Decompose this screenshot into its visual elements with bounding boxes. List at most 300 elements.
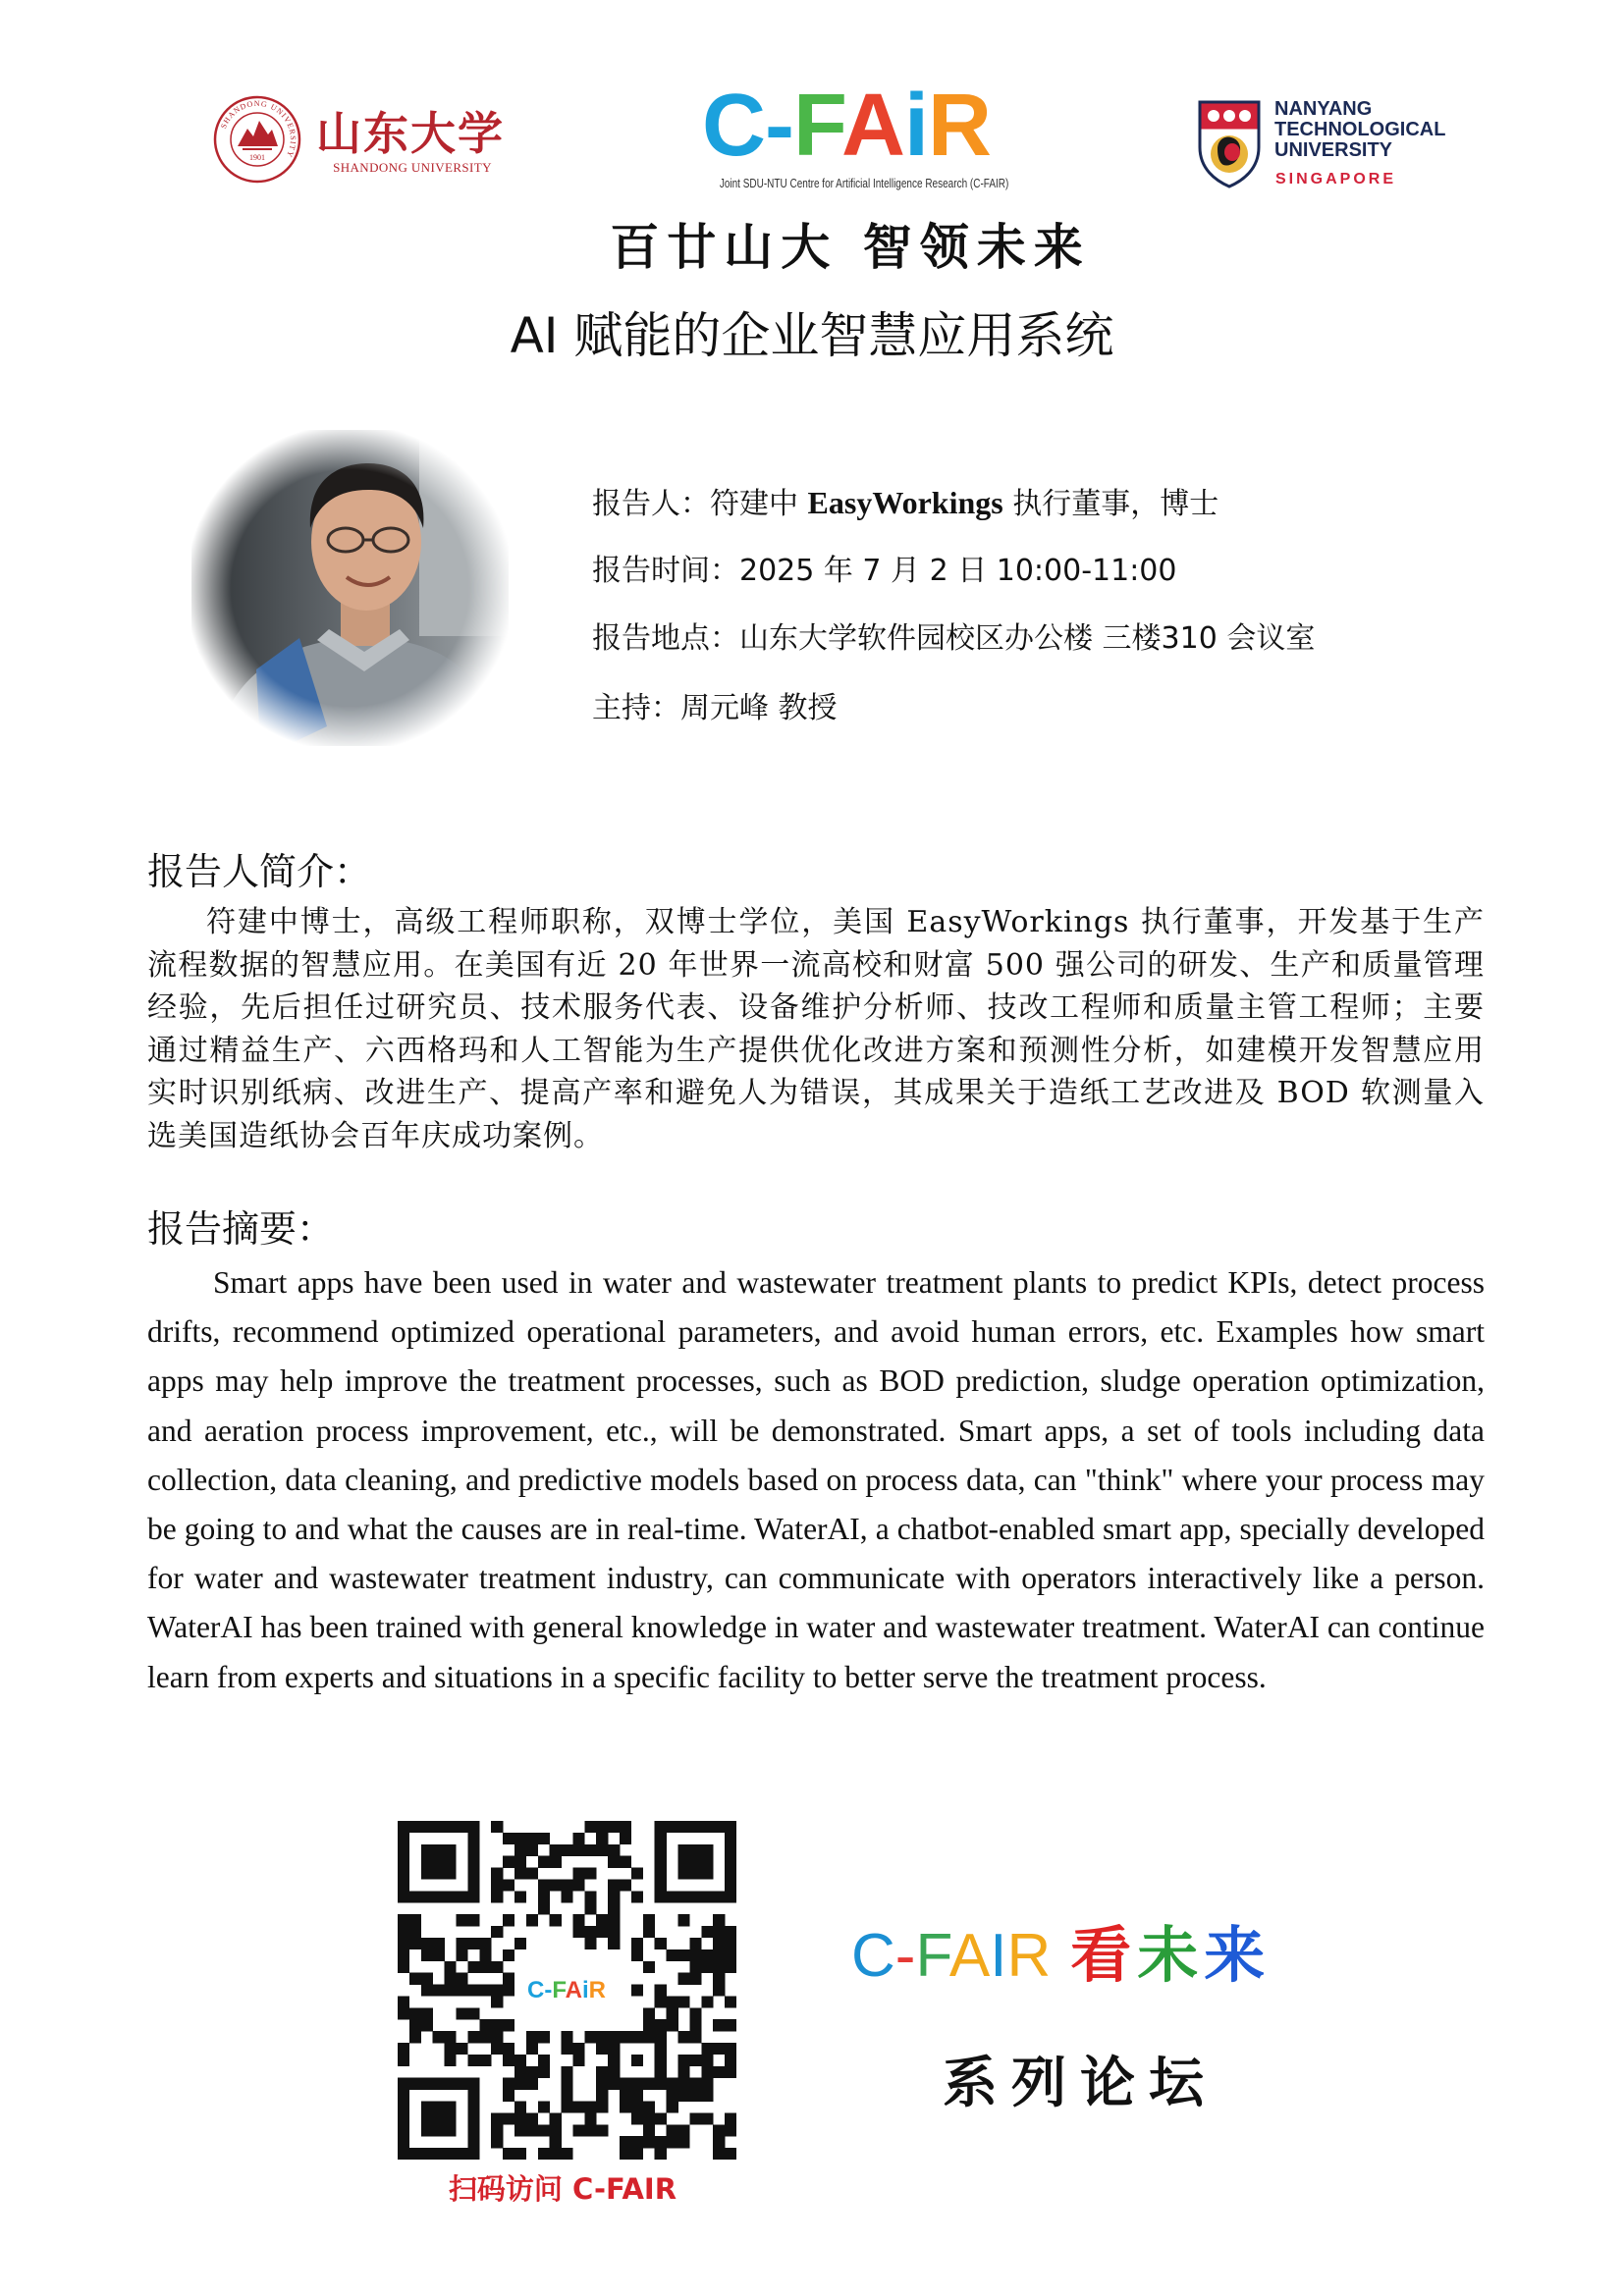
shield-star-center-icon <box>1223 110 1235 122</box>
qr-module <box>409 2019 421 2031</box>
qr-module <box>667 1821 678 1833</box>
qr-module <box>572 2124 584 2136</box>
qr-module <box>503 2112 514 2124</box>
qr-logo-letter: F <box>552 1977 566 2003</box>
qr-module <box>526 2043 538 2055</box>
qr-module <box>701 1926 713 1938</box>
abstract-paragraph: Smart apps have been used in water and wastewater treatment plants to predict KPIs, detect process drifts, recommend optimized operational parameters, and avoid human errors, etc. Examples how smart apps may help improve the treatment processes, such as BOD prediction, sludge operation optimization, and aeration process improvement, etc., will be demonstrated. Smart apps, a set of tools including data collection, data cleaning, and predictive models based on process data, can "think" where your process may be going to and what the causes are in real-time. WaterAI, a chatbot-enabled smart app, specially developed for water and wastewater treatment industry, can communicate with operators interactively like a person. WaterAI has been trained with general knowledge in water and wastewater treatment. WaterAI can continue learn from experts and situations in a specific facility to better serve the treatment process. <box>147 1265 1485 1694</box>
sdu-seal-graphic <box>213 95 301 184</box>
qr-module <box>596 1821 608 1833</box>
qr-module <box>678 2136 690 2148</box>
qr-module <box>631 2148 643 2160</box>
qr-logo-letter: R <box>588 1977 607 2003</box>
qr-module <box>409 1891 421 1902</box>
qr-module <box>514 1868 526 1880</box>
qr-module <box>433 1949 445 1961</box>
qr-module <box>643 2078 655 2090</box>
qr-module <box>421 1844 433 1856</box>
qr-module <box>398 2007 409 2019</box>
qr-module <box>584 2112 596 2124</box>
qr-module <box>701 2078 713 2090</box>
qr-module <box>562 2031 573 2043</box>
qr-module <box>421 2124 433 2136</box>
speaker-label: 报告人： <box>592 487 710 521</box>
qr-module <box>467 1856 479 1868</box>
qr-module <box>550 2112 562 2124</box>
qr-module <box>467 2055 479 2066</box>
qr-module <box>526 2066 538 2078</box>
sdu-name-english: SHANDONG UNIVERSITY <box>333 160 492 175</box>
qr-module <box>667 2078 678 2090</box>
qr-module <box>631 1891 643 1902</box>
qr-module <box>584 1821 596 1833</box>
qr-logo-letter: - <box>544 1977 553 2003</box>
qr-module <box>514 2124 526 2136</box>
qr-module <box>456 2043 467 2055</box>
qr-module <box>701 1996 713 2007</box>
qr-module <box>398 1821 409 1833</box>
qr-module <box>514 2078 526 2090</box>
qr-module <box>398 2078 409 2090</box>
qr-module <box>503 1985 514 1997</box>
qr-module <box>689 1891 701 1902</box>
qr-module <box>655 2078 667 2090</box>
qr-module <box>538 1902 550 1914</box>
qr-module <box>562 2090 573 2102</box>
qr-module <box>608 1821 620 1833</box>
ntu-name-line3: UNIVERSITY <box>1274 139 1393 161</box>
cfair-logo-letter: F <box>792 77 841 175</box>
host-value: 周元峰 教授 <box>680 691 838 725</box>
qr-module <box>398 2124 409 2136</box>
forum-brand-letter: C <box>851 1922 895 1990</box>
qr-module <box>596 2066 608 2078</box>
speaker-photo <box>191 430 509 746</box>
qr-module <box>725 1938 736 1949</box>
qr-module <box>678 1821 690 1833</box>
qr-module <box>620 2078 631 2090</box>
qr-module <box>526 2031 538 2043</box>
cfair-logo-letter: - <box>764 77 793 175</box>
qr-module <box>655 2019 667 2031</box>
qr-module <box>725 2124 736 2136</box>
ntu-singapore: SINGAPORE <box>1275 171 1397 187</box>
qr-module <box>608 2031 620 2043</box>
time-value: 2025 年 7 月 2 日 10:00-11:00 <box>739 554 1177 588</box>
forum-brand-letter: - <box>894 1922 916 1990</box>
qr-module <box>433 1938 445 1949</box>
qr-module <box>643 1961 655 1973</box>
qr-module <box>620 1879 631 1891</box>
qr-module <box>562 1844 573 1856</box>
qr-module <box>631 2055 643 2066</box>
qr-module <box>584 1868 596 1880</box>
qr-logo-letter: i <box>582 1977 589 2003</box>
qr-module <box>678 1996 690 2007</box>
qr-module <box>538 2055 550 2066</box>
qr-module <box>503 1879 514 1891</box>
qr-module <box>689 2090 701 2102</box>
qr-module <box>631 2136 643 2148</box>
qr-module <box>550 1914 562 1926</box>
forum-brand-letter: F <box>915 1922 949 1990</box>
cfair-logo-letter: A <box>840 77 904 175</box>
qr-module <box>456 1938 467 1949</box>
qr-module <box>678 1914 690 1926</box>
qr-module <box>491 1961 503 1973</box>
qr-module <box>445 1985 457 1997</box>
qr-module <box>655 1879 667 1891</box>
qr-module <box>491 1868 503 1880</box>
qr-module <box>456 2148 467 2160</box>
qr-module <box>643 2124 655 2136</box>
qr-module <box>409 2007 421 2019</box>
qr-module <box>678 1891 690 1902</box>
qr-module <box>467 1868 479 1880</box>
qr-module <box>526 2124 538 2136</box>
qr-module <box>467 1844 479 1856</box>
qr-module <box>562 2148 573 2160</box>
qr-module <box>678 1856 690 1868</box>
qr-module <box>562 2078 573 2090</box>
qr-module <box>398 1914 409 1926</box>
qr-module <box>608 1914 620 1926</box>
qr-module <box>433 1891 445 1902</box>
shield-star-left-icon <box>1208 110 1219 122</box>
qr-module <box>514 2102 526 2113</box>
qr-module <box>725 1844 736 1856</box>
location-label: 报告地点： <box>592 621 739 656</box>
forum-slogan <box>1070 1919 1271 1991</box>
seal-ring-textpath: SHANDONG UNIVERSITY <box>219 98 298 160</box>
qr-module <box>631 2090 643 2102</box>
forum-series: 系列论坛 <box>943 2051 1218 2115</box>
qr-module <box>445 1856 457 1868</box>
qr-module <box>667 2019 678 2031</box>
qr-module <box>689 2007 701 2019</box>
qr-module <box>467 2102 479 2113</box>
qr-module <box>572 2102 584 2113</box>
qr-module <box>538 2102 550 2113</box>
qr-module <box>514 2066 526 2078</box>
qr-module <box>467 1985 479 1997</box>
qr-module <box>503 2043 514 2055</box>
qr-module <box>631 2112 643 2124</box>
qr-module <box>467 1961 479 1973</box>
qr-module <box>689 1938 701 1949</box>
qr-module <box>562 1891 573 1902</box>
qr-module <box>491 1891 503 1902</box>
qr-module <box>421 1938 433 1949</box>
bio-heading: 报告人简介： <box>147 850 372 893</box>
qr-module <box>479 1938 491 1949</box>
qr-module <box>421 1973 433 1985</box>
qr-module <box>421 2019 433 2031</box>
qr-module <box>398 2102 409 2113</box>
qr-module <box>398 1879 409 1891</box>
qr-module <box>725 1949 736 1961</box>
qr-module <box>409 1926 421 1938</box>
qr-module <box>643 2019 655 2031</box>
qr-module <box>421 1868 433 1880</box>
qr-module <box>445 2102 457 2113</box>
qr-module <box>538 2031 550 2043</box>
qr-module <box>572 1833 584 1844</box>
qr-module <box>503 1973 514 1985</box>
qr-module <box>631 2078 643 2090</box>
qr-module <box>608 2055 620 2066</box>
qr-module <box>584 1891 596 1902</box>
qr-module <box>445 1868 457 1880</box>
qr-module <box>631 2102 643 2113</box>
qr-module <box>596 2031 608 2043</box>
qr-module <box>479 1961 491 1973</box>
qr-module <box>445 1961 457 1973</box>
shield-star-right-icon <box>1239 110 1251 122</box>
qr-module <box>538 2148 550 2160</box>
qr-module <box>562 2043 573 2055</box>
qr-module <box>445 2148 457 2160</box>
qr-module <box>631 2031 643 2043</box>
forum-title <box>851 1918 1440 1993</box>
qr-module <box>398 2055 409 2066</box>
qr-module <box>608 1938 620 1949</box>
qr-module <box>655 1996 667 2007</box>
qr-module <box>467 2078 479 2090</box>
qr-module <box>678 2124 690 2136</box>
qr-module <box>608 1891 620 1902</box>
cfair-subtitle <box>619 177 1110 191</box>
qr-module <box>667 2007 678 2019</box>
qr-module <box>725 1821 736 1833</box>
qr-module <box>550 2124 562 2136</box>
qr-module <box>398 1856 409 1868</box>
qr-module <box>643 2102 655 2113</box>
qr-module <box>550 2148 562 2160</box>
qr-module <box>421 2112 433 2124</box>
forum-brand-letter: R <box>1006 1922 1052 1990</box>
photo-wall <box>419 430 509 636</box>
qr-module <box>643 2007 655 2019</box>
qr-module <box>667 2090 678 2102</box>
qr-module <box>725 2043 736 2055</box>
qr-module <box>655 1856 667 1868</box>
qr-module <box>467 2148 479 2160</box>
qr-module <box>538 1833 550 1844</box>
qr-module <box>701 2090 713 2102</box>
cfair-logo-letter: i <box>903 77 928 175</box>
qr-module <box>398 2136 409 2148</box>
qr-module <box>398 1844 409 1856</box>
host-label: 主持： <box>592 691 680 725</box>
qr-module <box>456 2078 467 2090</box>
qr-module <box>421 1985 433 1997</box>
qr-module <box>725 2148 736 2160</box>
qr-module <box>667 1949 678 1961</box>
qr-module <box>398 2148 409 2160</box>
sdu-name-chinese: 山东大学 <box>316 107 505 160</box>
qr-module <box>713 2019 725 2031</box>
time-line <box>592 551 1535 592</box>
qr-module <box>725 2112 736 2124</box>
qr-module <box>667 1891 678 1902</box>
qr-module <box>479 1985 491 1997</box>
qr-module <box>456 1973 467 1985</box>
qr-module <box>398 1891 409 1902</box>
qr-module <box>421 1891 433 1902</box>
qr-module <box>713 1949 725 1961</box>
qr-module <box>467 2031 479 2043</box>
forum-brand-letter: A <box>948 1922 991 1990</box>
qr-module <box>526 1868 538 1880</box>
qr-module <box>398 1938 409 1949</box>
qr-module <box>667 2124 678 2136</box>
qr-module <box>608 1926 620 1938</box>
qr-module <box>620 2136 631 2148</box>
qr-module <box>456 2007 467 2019</box>
qr-module <box>689 2019 701 2031</box>
qr-module <box>409 1973 421 1985</box>
qr-module <box>725 1961 736 1973</box>
qr-module <box>433 1856 445 1868</box>
speaker-organization: EasyWorkings <box>807 485 1003 520</box>
qr-module <box>655 2112 667 2124</box>
qr-module <box>550 2136 562 2148</box>
qr-module <box>433 2124 445 2136</box>
qr-module <box>725 1856 736 1868</box>
qr-module <box>409 1914 421 1926</box>
qr-module <box>479 1949 491 1961</box>
qr-module <box>514 1891 526 1902</box>
speaker-name: 符建中 <box>710 487 798 521</box>
qr-module <box>562 1879 573 1891</box>
qr-module <box>409 1821 421 1833</box>
qr-caption: 扫码访问 C-FAIR <box>448 2172 677 2206</box>
qr-module <box>503 2078 514 2090</box>
qr-module <box>678 2031 690 2043</box>
qr-module <box>526 1844 538 1856</box>
qr-module <box>526 1914 538 1926</box>
ntu-name <box>1274 99 1471 161</box>
qr-module <box>678 2078 690 2090</box>
qr-module <box>689 1821 701 1833</box>
qr-module <box>467 1833 479 1844</box>
qr-module <box>725 1891 736 1902</box>
qr-module <box>514 1938 526 1949</box>
qr-module <box>701 2055 713 2066</box>
qr-module <box>643 2031 655 2043</box>
ntu-name-line1: NANYANG <box>1274 98 1373 120</box>
qr-module <box>655 1868 667 1880</box>
time-label: 报告时间： <box>592 554 739 588</box>
qr-module <box>421 2148 433 2160</box>
qr-module <box>445 2043 457 2055</box>
ntu-shield-logo <box>1196 98 1263 188</box>
qr-module <box>713 2066 725 2078</box>
qr-module <box>655 1833 667 1844</box>
qr-module <box>550 1844 562 1856</box>
qr-module <box>608 1902 620 1914</box>
qr-module <box>456 1985 467 1997</box>
qr-module <box>503 1914 514 1926</box>
qr-module <box>433 2102 445 2113</box>
qr-module <box>584 1902 596 1914</box>
qr-module <box>503 1949 514 1961</box>
qr-module <box>491 2043 503 2055</box>
qr-module <box>456 1914 467 1926</box>
qr-module <box>491 2124 503 2136</box>
qr-module <box>655 1985 667 1997</box>
qr-module <box>467 2124 479 2136</box>
qr-module <box>596 1914 608 1926</box>
qr-module <box>608 2043 620 2055</box>
qr-module <box>491 1985 503 1997</box>
qr-module <box>433 1985 445 1997</box>
forum-slogan-char: 看 <box>1070 1919 1138 1991</box>
qr-module <box>398 2043 409 2055</box>
qr-module <box>491 1996 503 2007</box>
qr-module <box>398 2112 409 2124</box>
qr-module <box>398 1833 409 1844</box>
qr-module <box>421 1949 433 1961</box>
qr-module <box>713 1973 725 1985</box>
qr-module <box>445 2055 457 2066</box>
qr-module <box>643 1914 655 1926</box>
qr-module <box>689 2031 701 2043</box>
qr-module <box>620 2090 631 2102</box>
qr-module <box>514 1856 526 1868</box>
qr-module <box>479 2031 491 2043</box>
qr-module <box>701 1868 713 1880</box>
qr-module <box>409 2031 421 2043</box>
forum-brand-letter: I <box>990 1922 1007 1990</box>
location-line <box>592 618 1535 660</box>
qr-module <box>596 1844 608 1856</box>
qr-logo-letter: A <box>565 1977 582 2003</box>
qr-module <box>445 2124 457 2136</box>
qr-module <box>491 1879 503 1891</box>
qr-module <box>596 2102 608 2113</box>
qr-module <box>620 2148 631 2160</box>
qr-module <box>678 2055 690 2066</box>
qr-module <box>491 2112 503 2124</box>
qr-module <box>584 2102 596 2113</box>
qr-module <box>689 2112 701 2124</box>
qr-module <box>620 1856 631 1868</box>
qr-module <box>398 1926 409 1938</box>
qr-module <box>421 2007 433 2019</box>
qr-module <box>503 1833 514 1844</box>
qr-module <box>503 2019 514 2031</box>
seal-mountain-icon <box>238 121 278 146</box>
speaker-line <box>592 482 1535 523</box>
qr-module <box>608 1844 620 1856</box>
qr-module <box>491 1821 503 1833</box>
forum-slogan-char: 来 <box>1204 1919 1272 1991</box>
qr-module <box>467 1938 479 1949</box>
qr-module <box>631 1949 643 1961</box>
qr-module <box>678 1973 690 1985</box>
qr-module <box>725 2066 736 2078</box>
forum-brand <box>851 1922 1051 1990</box>
qr-module <box>467 1821 479 1833</box>
qr-module <box>701 1821 713 1833</box>
qr-module <box>689 1856 701 1868</box>
qr-module <box>655 1821 667 1833</box>
speaker-photo-graphic <box>191 430 509 746</box>
qr-module <box>689 2055 701 2066</box>
qr-module <box>398 2090 409 2102</box>
